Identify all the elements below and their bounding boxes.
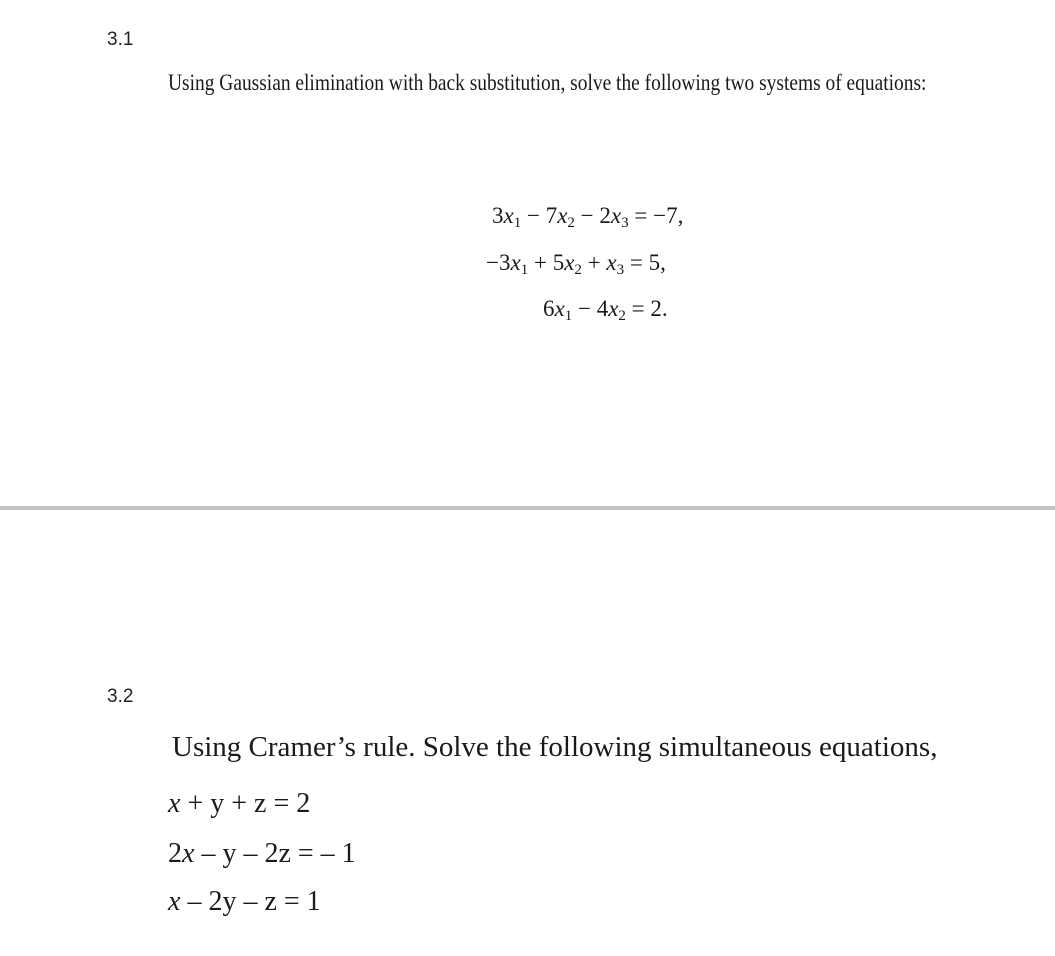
variable: x [182, 838, 195, 869]
problem-number-3-1: 3.1 [107, 29, 134, 50]
equation-rest: – 2y – z = 1 [180, 886, 321, 917]
system-1-equation-1 [492, 203, 683, 229]
variable: x [554, 296, 565, 321]
system-1-equation-2 [486, 250, 666, 276]
coefficient: 7 [545, 203, 558, 228]
coefficient: 3 [492, 203, 504, 228]
right-hand-side: = −7, [628, 203, 684, 228]
variable: x [608, 296, 619, 321]
variable: x [606, 250, 617, 275]
operator: + [581, 250, 607, 275]
variable: x [564, 250, 575, 275]
coefficient: 2 [168, 838, 182, 869]
coefficient: 4 [596, 296, 609, 321]
system-2-equation-3 [168, 886, 321, 918]
subscript: 2 [618, 308, 626, 324]
subscript: 3 [616, 262, 625, 278]
operator: − [574, 203, 600, 228]
system-1-equation-3 [543, 296, 668, 322]
subscript: 2 [574, 262, 582, 278]
right-hand-side: = 2. [625, 296, 668, 321]
variable: x [557, 203, 568, 228]
problem-2-prompt: Using Cramer’s rule. Solve the following simultaneous equations, [172, 731, 938, 763]
right-hand-side: = 5, [624, 250, 666, 275]
subscript: 3 [621, 215, 629, 231]
system-2-equation-2 [168, 838, 356, 870]
operator: − [521, 203, 546, 228]
problem-1-prompt: Using Gaussian elimination with back substitution, solve the following two systems of equations: [168, 70, 927, 95]
coefficient: 5 [552, 250, 565, 275]
variable: x [168, 788, 181, 819]
variable: x [168, 886, 181, 917]
variable: x [503, 203, 514, 228]
operator: + [528, 250, 553, 275]
subscript: 1 [520, 262, 529, 278]
subscript: 1 [564, 308, 573, 324]
coefficient: −3 [486, 250, 511, 275]
operator: − [572, 296, 597, 321]
subscript: 2 [567, 215, 575, 231]
coefficient: 6 [543, 296, 555, 321]
coefficient: 2 [599, 203, 611, 228]
variable: x [510, 250, 521, 275]
system-2-equation-1 [168, 788, 310, 820]
equation-rest: – y – 2z = – 1 [194, 838, 356, 869]
subscript: 1 [513, 215, 522, 231]
variable: x [610, 203, 622, 228]
section-divider [0, 506, 1055, 510]
equation-rest: + y + z = 2 [180, 788, 311, 819]
problem-number-3-2: 3.2 [107, 686, 134, 707]
